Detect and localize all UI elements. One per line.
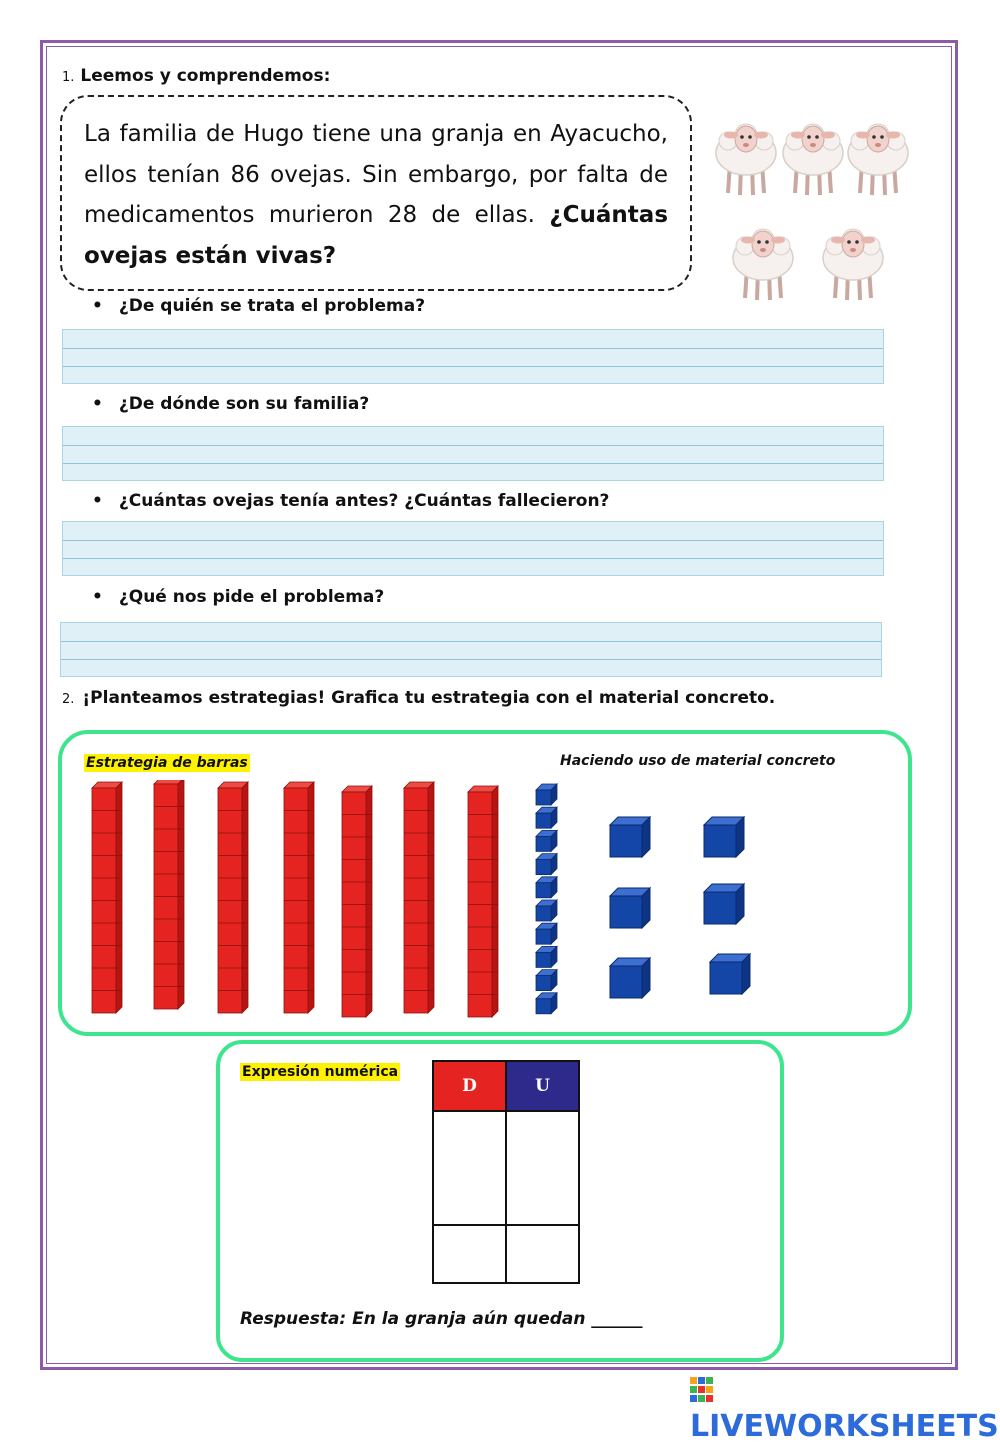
units-result-cell[interactable] [506,1225,579,1283]
section-number: 2. [62,692,75,707]
question-3: • ¿Cuántas ovejas tenía antes? ¿Cuántas fallecieron? [92,491,610,511]
tens-rod [154,780,184,1009]
section-title: ¡Planteamos estrategias! Grafica tu estrategia con el material concreto. [82,688,776,708]
question-4: • ¿Qué nos pide el problema? [92,587,385,607]
unit-cube-small [536,807,557,828]
unit-cube-large [610,958,650,998]
unit-cubes-column [536,784,557,1014]
tens-rod [284,782,314,1013]
unit-cube-small [536,970,557,991]
answer-lines-3[interactable] [62,521,884,576]
unit-cube-small [536,900,557,921]
units-header: U [506,1061,579,1111]
answer-lines-4[interactable] [60,622,882,677]
unit-cube-large [610,888,650,928]
logo-text: LIVEWORKSHEETS [690,1409,999,1444]
liveworksheets-logo [690,1374,1000,1444]
unit-cube-small [536,877,557,898]
question-2: • ¿De dónde son su familia? [92,394,370,414]
story-question: ¿Cuántas ovejas están vivas? [84,202,669,269]
section-2-heading [62,688,775,708]
answer-line: Respuesta: En la granja aún quedan ______ [240,1309,643,1329]
unit-cube-small [536,784,557,805]
units-cell[interactable] [506,1111,579,1225]
section-number: 1. [62,70,75,85]
sheep-illustration [708,100,918,315]
base-ten-blocks [80,780,780,1025]
story-body: La familia de Hugo tiene una granja en Ayacucho, ellos tenían 86 ovejas. Sin embargo, por falta de medicamentos murieron 28 de ellas. [84,121,668,228]
unit-cube-small [536,993,557,1014]
unit-cube-small [536,830,557,851]
unit-cube-small [536,923,557,944]
tens-result-cell[interactable] [433,1225,506,1283]
unit-cube-large [610,817,650,857]
material-label: Haciendo uso de material concreto [560,753,836,769]
liveworksheets-icon [690,1377,714,1403]
story-text [84,114,668,276]
unit-cube-large [704,884,744,924]
tens-rods [92,780,498,1017]
answer-lines-1[interactable] [62,329,884,384]
tens-rod [218,782,248,1013]
question-text: ¿De dónde son su familia? [118,394,370,414]
place-value-table [432,1060,580,1284]
strategy-label-text: Estrategia de barras [86,755,248,771]
unit-cubes-grid [610,817,750,998]
section-title: Leemos y comprendemos: [80,66,331,86]
expression-label-text: Expresión numérica [242,1064,399,1080]
question-text: ¿Qué nos pide el problema? [118,587,385,607]
strategy-label [84,752,250,771]
unit-cube-large [710,954,750,994]
unit-cube-small [536,854,557,875]
unit-cube-small [536,946,557,967]
question-text: ¿De quién se trata el problema? [118,296,426,316]
tens-rod [404,782,434,1013]
tens-rod [342,786,372,1017]
tens-cell[interactable] [433,1111,506,1225]
section-1-heading [62,66,330,86]
expression-label [240,1061,400,1080]
tens-header: D [433,1061,506,1111]
question-text: ¿Cuántas ovejas tenía antes? ¿Cuántas fallecieron? [118,491,610,511]
answer-lines-2[interactable] [62,426,884,481]
unit-cube-large [704,817,744,857]
tens-rod [92,782,122,1013]
question-1: • ¿De quién se trata el problema? [92,296,426,316]
tens-rod [468,786,498,1017]
